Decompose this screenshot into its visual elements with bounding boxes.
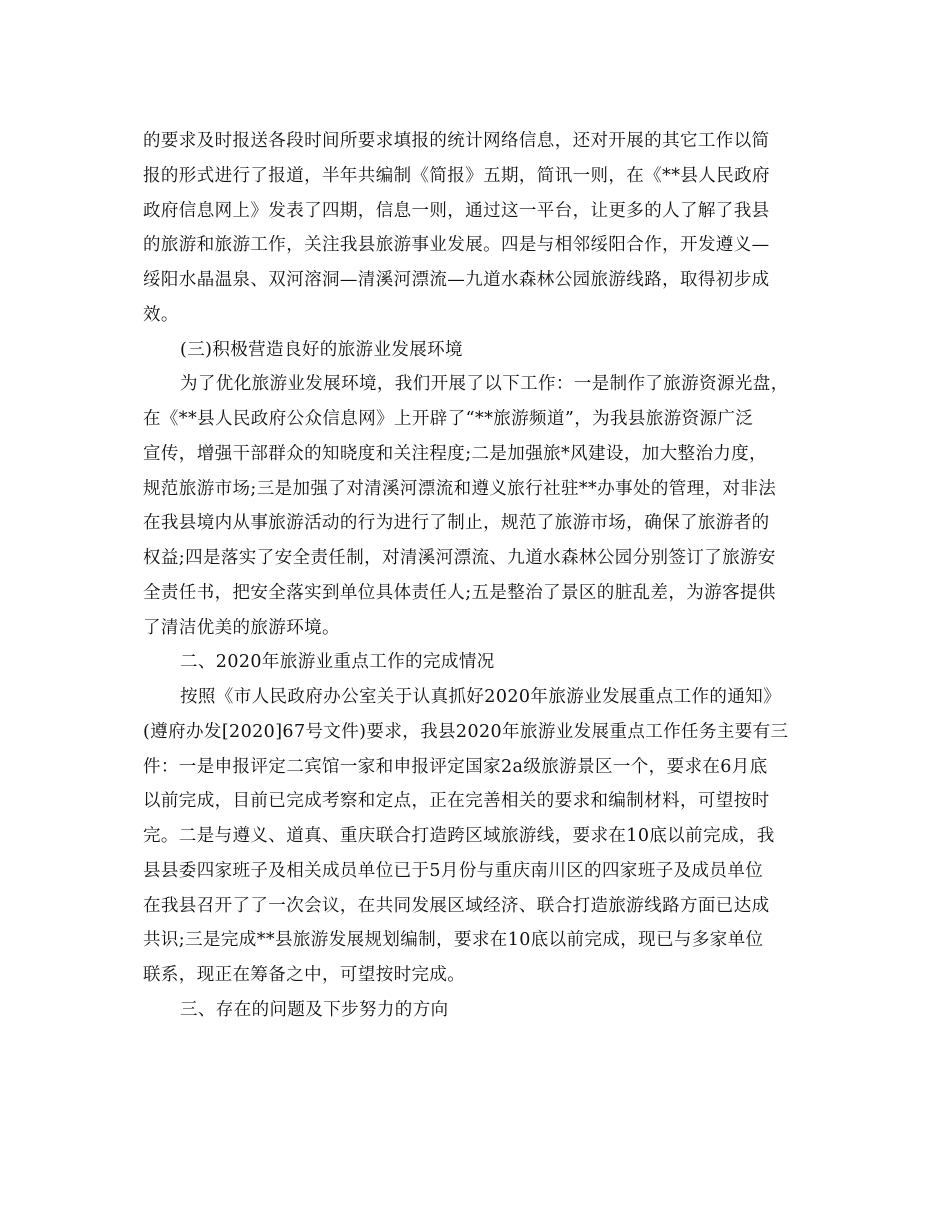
- text-line: 在《**县人民政府公众信息网》上开辟了“**旅游频道”，为我县旅游资源广泛: [143, 409, 754, 429]
- text-line: 件：一是申报评定二宾馆一家和申报评定国家2a级旅游景区一个，要求在6月底: [143, 756, 768, 777]
- text-line: 的要求及时报送各段时间所要求填报的统计网络信息，还对开展的其它工作以简: [143, 131, 770, 151]
- text-line: 权益;四是落实了安全责任制，对清溪河漂流、九道水森林公园分别签订了旅游安: [143, 548, 776, 568]
- text-line: 政府信息网上》发表了四期，信息一则，通过这一平台，让更多的人了解了我县: [143, 200, 770, 221]
- text-line: 报的形式进行了报道，半年共编制《简报》五期，简讯一则，在《**县人民政府: [143, 165, 770, 186]
- paragraph-start-line: 按照《市人民政府办公室关于认真抓好2020年旅游业发展重点工作的通知》: [180, 687, 782, 707]
- text-line: (遵府办发[2020]67号文件)要求，我县2020年旅游业发展重点工作任务主要有三: [143, 721, 789, 742]
- text-line: 全责任书，把安全落实到单位具体责任人;五是整治了景区的脏乱差，为游客提供: [143, 582, 776, 603]
- text-line: 县县委四家班子及相关成员单位已于5月份与重庆南川区的四家班子及成员单位: [143, 860, 764, 881]
- text-line: 的旅游和旅游工作，关注我县旅游事业发展。四是与相邻绥阳合作，开发遵义—: [143, 235, 770, 256]
- text-line: 完。二是与遵义、道真、重庆联合打造跨区域旅游线，要求在10底以前完成，我: [143, 826, 775, 846]
- text-line: 共识;三是完成**县旅游发展规划编制，要求在10底以前完成，现已与多家单位: [143, 930, 764, 951]
- text-line: 以前完成，目前已完成考察和定点，正在完善相关的要求和编制材料，可望按时: [143, 791, 770, 812]
- paragraph-start-line: 二、2020年旅游业重点工作的完成情况: [180, 652, 495, 673]
- text-line: 规范旅游市场;三是加强了对清溪河漂流和遵义旅行社驻**办事处的管理，对非法: [143, 478, 777, 499]
- document-body: [143, 124, 809, 1028]
- paragraph-start-line: 为了优化旅游业发展环境，我们开展了以下工作：一是制作了旅游资源光盘，: [180, 374, 789, 395]
- text-line: 效。: [143, 304, 179, 325]
- text-line: 在我县境内从事旅游活动的行为进行了制止，规范了旅游市场，确保了旅游者的: [143, 513, 770, 534]
- text-line: 联系，现正在筹备之中，可望按时完成。: [143, 965, 466, 985]
- text-line: 宣传，增强干部群众的知晓度和关注程度;二是加强旅*风建设，加大整治力度，: [143, 443, 768, 464]
- text-line: 绥阳水晶温泉、双河溶洞—清溪河漂流—九道水森林公园旅游线路，取得初步成: [143, 270, 770, 290]
- paragraph-start-line: 三、存在的问题及下步努力的方向: [180, 999, 449, 1020]
- text-line: 在我县召开了了一次会议，在共同发展区域经济、联合打造旅游线路方面已达成: [143, 895, 770, 916]
- paragraph-start-line: (三)积极营造良好的旅游业发展环境: [180, 339, 463, 360]
- text-line: 了清洁优美的旅游环境。: [143, 617, 340, 638]
